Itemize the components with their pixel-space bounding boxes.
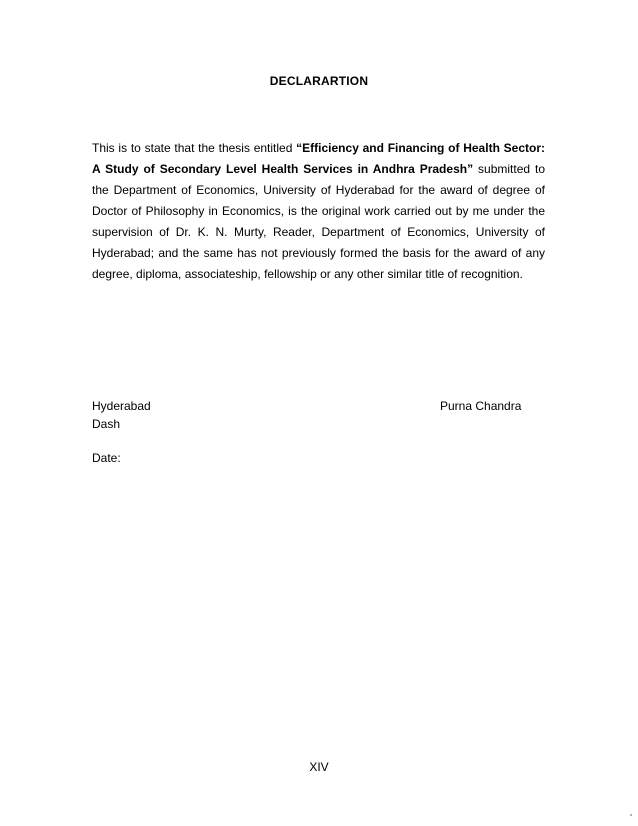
paragraph-rest: submitted to the Department of Economics, University of Hyderabad for the award of degree of Doctor of Philosophy in Economics, is the original work carried out by me under the supervision of Dr. K. N. Murty, Reader, Department of Economics, University of Hyderabad; and the same has not previously formed the basis for the award of any degree, diploma, associateship, fellowship or any other similar title of recognition. bbox=[92, 162, 546, 281]
page-title: DECLARARTION bbox=[269, 74, 369, 88]
thesis-title: “Efficiency and Financing of Health Sector: A Study of Secondary Level Health Services in Andhra Pradesh” bbox=[92, 141, 545, 176]
corner-mark bbox=[630, 814, 632, 816]
paragraph-intro: This is to state that the thesis entitled bbox=[92, 141, 297, 155]
date-label: Date: bbox=[92, 451, 121, 465]
signature-name-line2: Dash bbox=[92, 417, 121, 431]
signature-name-line1: Purna Chandra bbox=[440, 399, 522, 413]
signature-place: Hyderabad bbox=[92, 399, 151, 413]
declaration-paragraph bbox=[92, 138, 545, 285]
signature-row bbox=[92, 396, 545, 416]
page-number: XIV bbox=[309, 760, 329, 774]
